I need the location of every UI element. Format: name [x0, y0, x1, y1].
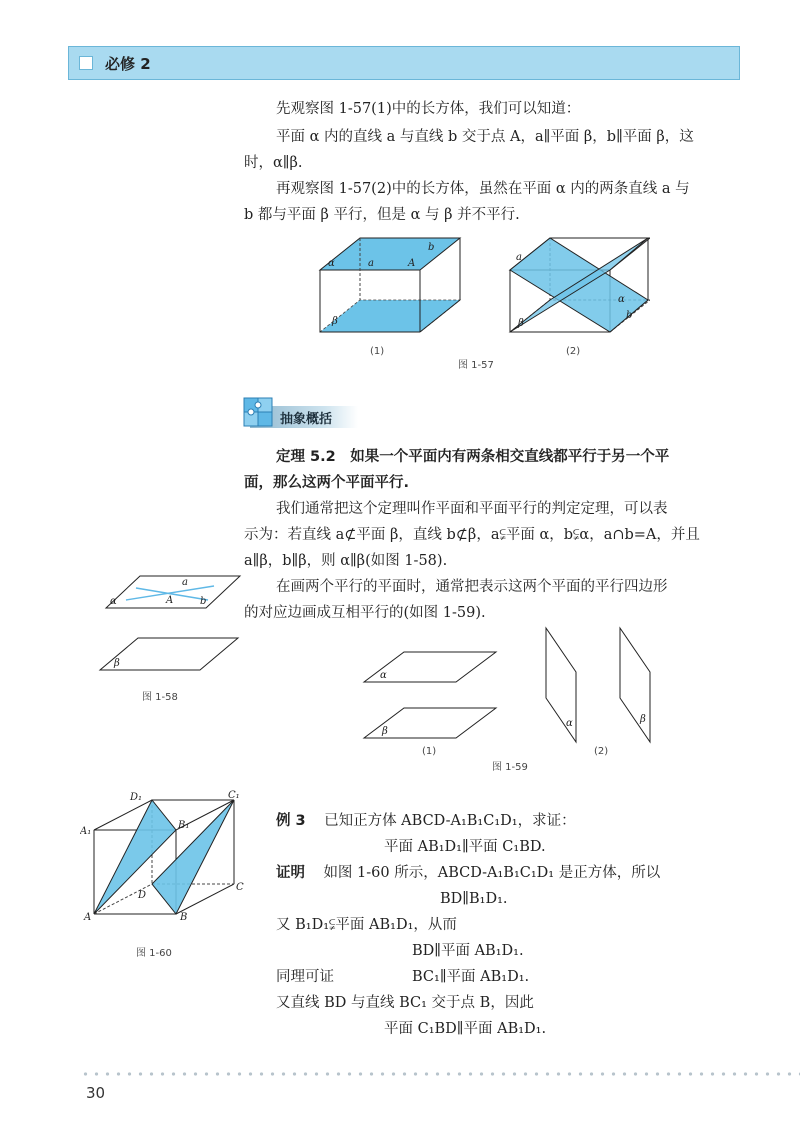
fig158-label-alpha: α — [110, 596, 117, 607]
proof-line5b: BC₁∥平面 AB₁D₁. — [412, 969, 530, 985]
explain-l2: 示为：若直线 a⊄平面 β，直线 b⊄β，a⫋平面 α，b⫋α，a∩b=A，并且 — [244, 527, 700, 543]
proof-line7: 平面 C₁BD∥平面 AB₁D₁. — [384, 1021, 547, 1037]
fig159-label-alpha2: α — [566, 718, 573, 729]
chapter-title: 必修 2 — [105, 55, 151, 73]
fig160-D: D — [138, 890, 147, 901]
header-square-icon — [79, 56, 93, 70]
figure-1-60 — [80, 786, 250, 962]
fig157-label-alpha: α — [328, 258, 335, 269]
figure-1-58 — [96, 572, 246, 712]
fig157-label-b: b — [428, 242, 435, 253]
fig157-caption: 图 1-57 — [458, 360, 494, 371]
fig159-caption: 图 1-59 — [492, 762, 528, 772]
fig159-sub2: (2) — [594, 746, 609, 757]
fig158-caption: 图 1-58 — [142, 692, 178, 703]
proof-line5a: 同理可证 — [276, 969, 334, 985]
fig158-label-a: a — [182, 577, 188, 588]
fig160-D1: D₁ — [130, 792, 143, 803]
explain-l1: 我们通常把这个定理叫作平面和平面平行的判定定理，可以表 — [276, 501, 668, 517]
fig157-sub1: (1) — [370, 346, 385, 357]
fig160-caption: 图 1-60 — [136, 948, 172, 959]
fig158-label-A: A — [166, 595, 174, 606]
proof-line3: 又 B₁D₁⫋平面 AB₁D₁，从而 — [276, 917, 457, 933]
fig158-label-b: b — [200, 596, 207, 607]
fig159-label-beta2: β — [640, 714, 646, 725]
theorem-line1: 定理 5.2 如果一个平面内有两条相交直线都平行于另一个平 — [276, 449, 670, 465]
figure-1-59 — [360, 622, 660, 772]
fig160-C: C — [236, 882, 244, 893]
intro-p3a: 再观察图 1-57(2)中的长方体，虽然在平面 α 内的两条直线 a 与 — [276, 181, 690, 197]
theorem-line2: 面，那么这两个平面平行. — [244, 475, 410, 491]
fig160-A: A — [84, 912, 92, 923]
fig157-2-label-beta: β — [518, 318, 524, 329]
example-line1 — [276, 808, 576, 834]
chapter-header-bar — [68, 46, 740, 80]
fig157-2-label-a: a — [516, 252, 522, 263]
example-claim: 平面 AB₁D₁∥平面 C₁BD. — [384, 839, 546, 855]
proof-line6: 又直线 BD 与直线 BC₁ 交于点 B，因此 — [276, 995, 534, 1011]
example-label: 例 3 — [276, 813, 306, 829]
proof-label: 证明 — [276, 865, 305, 881]
page-number: 30 — [86, 1084, 106, 1102]
fig158-label-beta: β — [114, 658, 120, 669]
intro-p2b: 时，α∥β. — [244, 155, 303, 171]
fig160-C1: C₁ — [228, 790, 240, 801]
fig157-sub2: (2) — [566, 346, 581, 357]
fig157-label-beta: β — [332, 316, 338, 327]
intro-p2a: 平面 α 内的直线 a 与直线 b 交于点 A，a∥平面 β，b∥平面 β，这 — [276, 129, 694, 145]
explain-l4: 在画两个平行的平面时，通常把表示这两个平面的平行四边形 — [276, 579, 668, 595]
fig160-B: B — [180, 912, 188, 923]
fig157-2-label-b: b — [626, 310, 633, 321]
puzzle-icon — [240, 392, 280, 428]
explain-l5: 的对应边画成互相平行的(如图 1-59). — [244, 605, 486, 621]
intro-p1: 先观察图 1-57(1)中的长方体，我们可以知道： — [276, 101, 581, 117]
fig160-B1: B₁ — [178, 820, 190, 831]
badge-text: 抽象概括 — [280, 412, 333, 427]
fig157-label-A: A — [408, 258, 416, 269]
example-given: 已知正方体 ABCD-A₁B₁C₁D₁，求证： — [324, 813, 576, 829]
figure-1-57 — [310, 232, 650, 372]
explain-l3: a∥β，b∥β，则 α∥β(如图 1-58). — [244, 553, 448, 569]
proof-text1: 如图 1-60 所示，ABCD-A₁B₁C₁D₁ 是正方体，所以 — [323, 865, 661, 881]
fig159-label-alpha: α — [380, 670, 387, 681]
proof-line1 — [276, 860, 660, 886]
intro-p3b: b 都与平面 β 平行，但是 α 与 β 并不平行. — [244, 207, 520, 223]
fig157-box1 — [320, 238, 460, 332]
proof-line4: BD∥平面 AB₁D₁. — [412, 943, 524, 959]
abstract-summary-badge — [240, 392, 360, 428]
proof-line2: BD∥B₁D₁. — [440, 891, 508, 907]
fig159-label-beta: β — [382, 726, 388, 737]
fig160-A1: A₁ — [80, 826, 92, 837]
fig159-sub1: (1) — [422, 746, 437, 757]
footer-dotted-rule — [80, 1072, 800, 1076]
fig157-label-a: a — [368, 258, 374, 269]
fig157-2-label-alpha: α — [618, 294, 625, 305]
